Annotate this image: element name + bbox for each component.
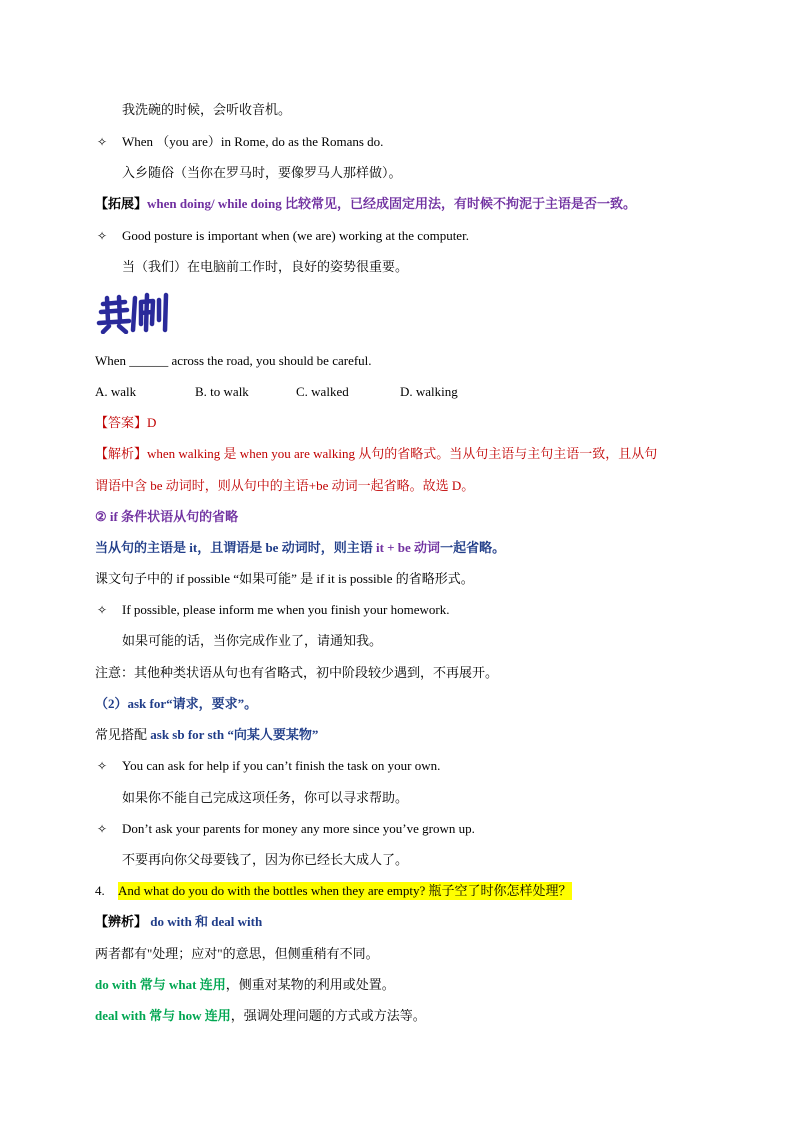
text-line: 不要再向你父母要钱了，因为你已经长大成人了。 [122, 852, 409, 867]
option-b: B. to walk [195, 384, 249, 399]
expand-note: 【拓展】when doing/ while doing 比较常见，已经成固定用法，有时候不拘泥于主语是否一致。 [95, 196, 637, 211]
question: When ______ across the road, you should be careful. [95, 353, 372, 368]
distinction-heading: 【辨析】 do with 和 deal with [95, 914, 263, 929]
text-line: 当（我们）在电脑前工作时，良好的姿势很重要。 [122, 259, 409, 274]
analysis-line: 谓语中含 be 动词时，则从句中的主语+be 动词一起省略。故选 D。 [95, 478, 475, 493]
text-line: 课文句子中的 if possible “如果可能” 是 if it is possible 的省略形式。 [95, 571, 474, 586]
dianli-logo [95, 292, 173, 334]
answer: 【答案】D [95, 415, 157, 430]
diamond-star-icon: ✧ [96, 229, 108, 243]
diamond-star-icon: ✧ [96, 759, 108, 773]
note-line: 注意：其他种类状语从句也有省略式，初中阶段较少遇到，不再展开。 [95, 665, 499, 680]
usage-line: deal with 常与 how 连用，强调处理问题的方式或方法等。 [95, 1008, 426, 1023]
text-line: 如果你不能自己完成这项任务，你可以寻求帮助。 [122, 790, 409, 805]
diamond-star-icon: ✧ [96, 822, 108, 836]
diamond-star-icon: ✧ [96, 135, 108, 149]
text-line: 我洗碗的时候，会听收音机。 [122, 102, 292, 117]
collocation-line: 常见搭配 ask sb for sth “向某人要某物” [95, 727, 319, 742]
text-line: 入乡随俗（当你在罗马时，要像罗马人那样做）。 [122, 165, 402, 180]
diamond-star-icon: ✧ [96, 603, 108, 617]
section-heading: ② if 条件状语从句的省略 [95, 509, 239, 524]
text-line: 如果可能的话，当你完成作业了，请通知我。 [122, 633, 383, 648]
analysis-line: 【解析】when walking 是 when you are walking 从句的省略式。当从句主语与主句主语一致，且从句 [95, 446, 658, 461]
text-line: 两者都有"处理；应对"的意思，但侧重稍有不同。 [95, 946, 379, 961]
option-d: D. walking [400, 384, 458, 399]
option-a: A. walk [95, 384, 137, 399]
usage-line: do with 常与 what 连用，侧重对某物的利用或处置。 [95, 977, 395, 992]
section-heading: （2）ask for“请求，要求”。 [95, 696, 258, 711]
rule-line: 当从句的主语是 it，且谓语是 be 动词时，则主语 it + be 动词一起省略。 [95, 540, 506, 555]
option-c: C. walked [296, 384, 349, 399]
